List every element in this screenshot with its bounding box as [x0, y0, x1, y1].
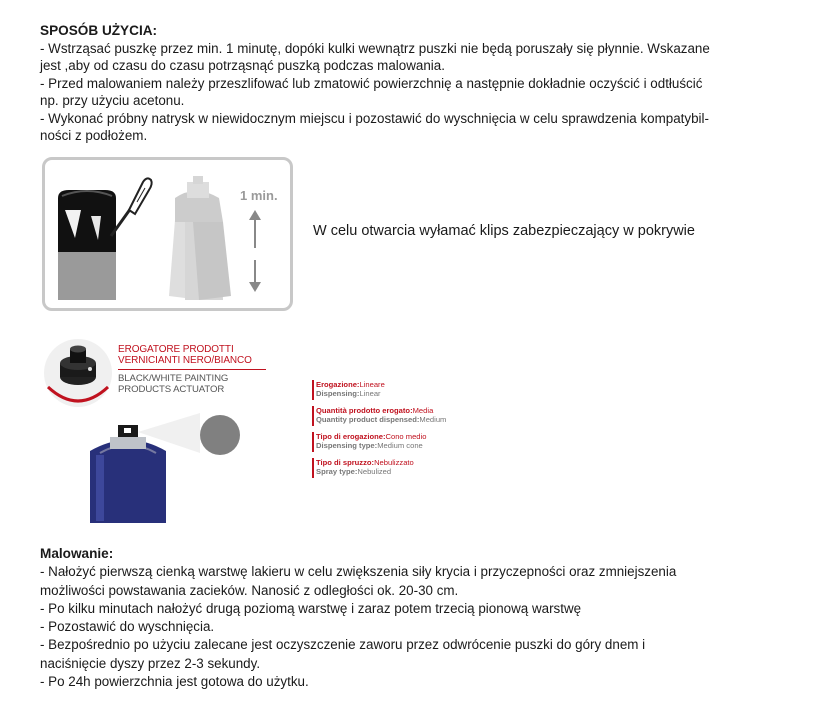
spec-type-en-label: Dispensing type:: [316, 441, 378, 450]
shake-duration-label: 1 min.: [240, 188, 278, 203]
painting-section: [40, 545, 750, 691]
painting-step-first-coat-line2: możliwości powstawania zacieków. Nanosić z odległości ok. 20-30 cm.: [40, 582, 459, 598]
painting-step-first-coat-line1: - Nałożyć pierwszą cienką warstwę lakieru w celu zwiększenia siły krycia i przyczepności oraz zmniejszenia: [40, 564, 677, 580]
usage-step-shake-line2: jest ,aby od czasu do czasu potrząsnąć puszką podczas malowania.: [40, 58, 445, 73]
spec-spray-en-value: Nebulized: [357, 467, 392, 476]
spray-dot-graphic: [200, 415, 240, 455]
painting-step-clean-valve: [40, 636, 750, 673]
spec-spray-it-value: Nebulizzato: [374, 458, 414, 467]
actuator-title-en-line1: BLACK/WHITE PAINTING: [118, 373, 229, 384]
can-cap-graphic: [58, 190, 116, 252]
actuator-title-en: [118, 373, 228, 395]
actuator-title-divider: [118, 369, 266, 370]
spec-quantity-it-label: Quantità prodotto erogato:: [316, 406, 413, 415]
spec-dispensing-en-value: Linear: [359, 389, 381, 398]
usage-step-test: [40, 110, 800, 145]
spec-type: [316, 432, 426, 450]
painting-step-first-coat: [40, 563, 750, 600]
spec-spray-en-label: Spray type:: [316, 467, 358, 476]
open-instruction: W celu otwarcia wyłamać klips zabezpieczający w pokrywie: [313, 223, 695, 239]
spec-type-it-value: Cono medio: [385, 432, 427, 441]
spec-quantity-en-value: Medium: [419, 415, 447, 424]
painting-step-second-coat: - Po kilku minutach nałożyć drugą poziomą warstwę i zaraz potem trzecią pionową warstwę: [40, 600, 582, 616]
actuator-title-it: [118, 344, 268, 366]
usage-step-shake: [40, 40, 800, 75]
actuator-title-en-line2: PRODUCTS ACTUATOR: [118, 384, 225, 395]
spec-type-en-value: Medium cone: [377, 441, 423, 450]
usage-heading: SPOSÓB UŻYCIA:: [40, 23, 158, 38]
shake-can-graphic: [169, 176, 231, 300]
spec-marker-1: [312, 380, 314, 400]
spec-dispensing-it-value: Lineare: [359, 380, 385, 389]
usage-step-prepare-line1: - Przed malowaniem należy przeszlifować lub zmatowić powierzchnię a następnie dokładnie oczyścić i odtłuścić: [40, 75, 703, 91]
spray-can-graphic: [90, 425, 166, 523]
painting-step-dry: - Pozostawić do wyschnięcia.: [40, 619, 215, 635]
spec-type-it-label: Tipo di erogazione:: [316, 432, 386, 441]
actuator-title-it-line2: VERNICIANTI NERO/BIANCO: [118, 355, 252, 366]
spec-spray-it-label: Tipo di spruzzo:: [316, 458, 375, 467]
usage-step-test-line2: ności z podłożem.: [40, 128, 148, 143]
spec-quantity-it-value: Media: [412, 406, 434, 415]
spec-dispensing-it-label: Erogazione:: [316, 380, 360, 389]
painting-heading: Malowanie:: [40, 546, 114, 561]
usage-step-shake-line1: - Wstrząsać puszkę przez min. 1 minutę, dopóki kulki wewnątrz puszki nie będą poruszały się płynnie. Wskazane: [40, 40, 710, 56]
spec-marker-2: [312, 406, 314, 426]
spec-quantity: [316, 406, 446, 424]
spec-marker-3: [312, 432, 314, 452]
usage-section: [40, 22, 800, 145]
spec-quantity-en-label: Quantity product dispensed:: [316, 415, 420, 424]
usage-step-test-line1: - Wykonać próbny natrysk w niewidocznym miejscu i pozostawić do wyschnięcia w celu sprawdzenia kompatybil-: [40, 110, 709, 126]
painting-step-clean-valve-line2: naciśnięcie dyszy przez 2-3 sekundy.: [40, 655, 261, 671]
shake-arrows-icon: [249, 210, 261, 292]
spec-dispensing-en-label: Dispensing:: [316, 389, 360, 398]
spec-dispensing: [316, 380, 385, 398]
spec-marker-4: [312, 458, 314, 478]
screwdriver-icon: [111, 178, 152, 236]
opening-illustration: [42, 157, 293, 311]
painting-step-ready: - Po 24h powierzchnia jest gotowa do użytku.: [40, 674, 309, 690]
spec-spray: [316, 458, 414, 476]
painting-step-clean-valve-line1: - Bezpośrednio po użyciu zalecane jest oczyszczenie zaworu przez odwrócenie puszki do góry dnem i: [40, 637, 646, 653]
usage-step-prepare-line2: np. przy użyciu acetonu.: [40, 93, 185, 108]
can-illustration-svg: [45, 160, 290, 308]
usage-step-prepare: [40, 75, 800, 110]
actuator-title-it-line1: EROGATORE PRODOTTI: [118, 344, 234, 355]
